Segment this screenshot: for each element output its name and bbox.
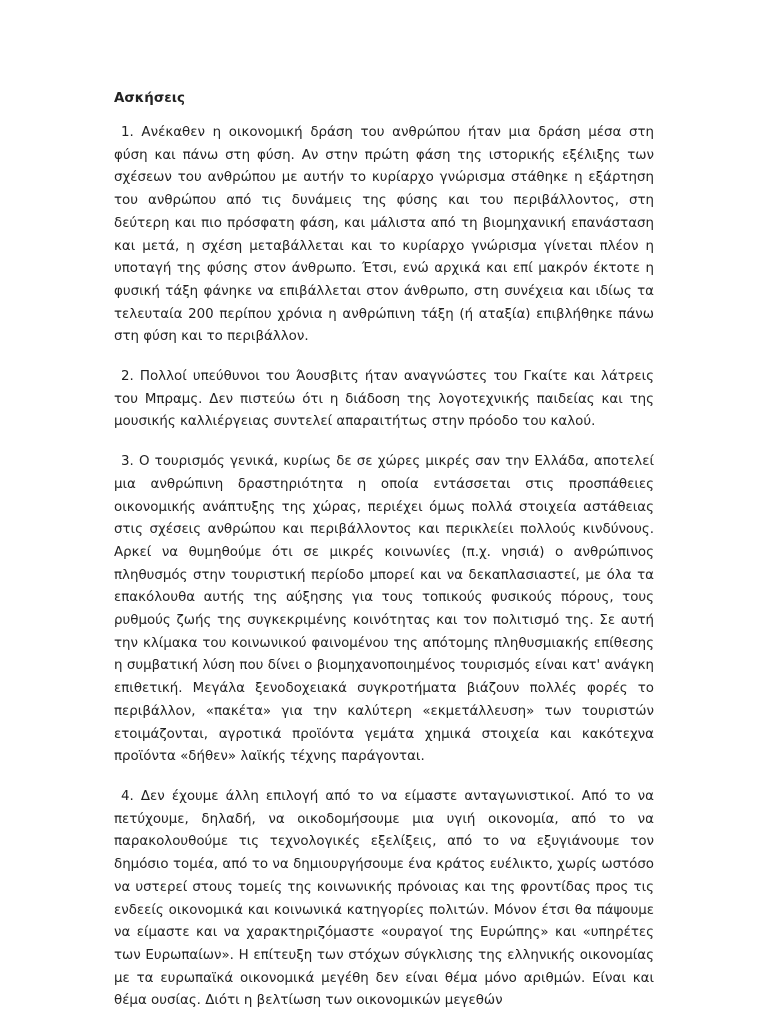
paragraph-3: 3. Ο τουρισμός γενικά, κυρίως δε σε χώρες μικρές σαν την Ελλάδα, αποτελεί μια ανθρώπινη δραστηριότητα η οποία εντάσσεται στις προσπάθειες οικονομικής ανάπτυξης της χώρας, περιέχει όμως πολλά στοιχεία αστάθειας στις σχέσεις ανθρώπου και περιβάλλοντος και περικλείει πολλούς κινδύνους. Αρκεί να θυμηθούμε ότι σε μικρές κοινωνίες (π.χ. νησιά) ο ανθρώπινος πληθυσμός στην τουριστική περίοδο μπορεί και να δεκαπλασιαστεί, με όλα τα επακόλουθα αυτής της αύξησης για τους τοπικούς φυσικούς πόρους, τους ρυθμούς ζωής της συγκεκριμένης κοινότητας και τον πολιτισμό της. Σε αυτή την κλίμακα του κοινωνικού φαινομένου της απότομης πληθυσμιακής επίθεσης η συμβατική λύση που δίνει ο βιομηχανοποιημένος τουρισμός είναι κατ' ανάγκη επιθετική. Μεγάλα ξενοδοχειακά συγκροτήματα βιάζουν πολλές φορές το περιβάλλον, «πακέτα» για την καλύτερη «εκμετάλλευση» των τουριστών ετοιμάζονται, αγροτικά προϊόντα γεμάτα χημικά στοιχεία και κακότεχνα προϊόντα «δήθεν» λαϊκής τέχνης παράγονται. — [114, 454, 654, 765]
paragraph-1: 1. Ανέκαθεν η οικονομική δράση του ανθρώπου ήταν μια δράση μέσα στη φύση και πάνω στη φύση. Αν στην πρώτη φάση της ιστορικής εξέλιξης των σχέσεων του ανθρώπου με αυτήν το κυρίαρχο γνώρισμα στάθηκε η εξάρτηση του ανθρώπου από τις δυνάμεις της φύσης και του περιβάλλοντος, στη δεύτερη και πιο πρόσφατη φάση, και μάλιστα από τη βιομηχανική επανάσταση και μετά, η σχέση μεταβάλλεται και το κυρίαρχο γνώρισμα γίνεται πλέον η υποταγή της φύσης στον άνθρωπο. Έτσι, ενώ αρχικά και επί μακρόν έκτοτε η φυσική τάξη φάνηκε να επιβάλλεται στον άνθρωπο, στη συνέχεια και ιδίως τα τελευταία 200 περίπου χρόνια η ανθρώπινη τάξη (ή αταξία) επιβλήθηκε πάνω στη φύση και το περιβάλλον. — [114, 125, 654, 345]
paragraph-2: 2. Πολλοί υπεύθυνοι του Άουσβιτς ήταν αναγνώστες του Γκαίτε και λάτρεις του Μπραμς. Δεν πιστεύω ότι η διάδοση της λογοτεχνικής παιδείας και της μουσικής καλλιέργειας συντελεί απαραιτήτως στην πρόοδο του καλού. — [114, 369, 654, 430]
document-page — [114, 88, 654, 1030]
document-title: Ασκήσεις — [114, 91, 185, 106]
paragraph-4: 4. Δεν έχουμε άλλη επιλογή από το να είμαστε ανταγωνιστικοί. Από το να πετύχουμε, δηλαδή, να οικοδομήσουμε μια υγιή οικονομία, από το να παρακολουθούμε τις τεχνολογικές εξελίξεις, από το να εξυγιάνουμε τον δημόσιο τομέα, από το να δημιουργήσουμε ένα κράτος ευέλικτο, χωρίς ωστόσο να υστερεί στους τομείς της κοινωνικής πρόνοιας και της φροντίδας προς τις ενδεείς οικονομικά και κοινωνικά κατηγορίες πολιτών. Μόνον έτσι θα πάψουμε να είμαστε και να χαρακτηριζόμαστε «ουραγοί της Ευρώπης» και «υπηρέτες των Ευρωπαίων». Η επίτευξη των στόχων σύγκλισης της ελληνικής οικονομίας με τα ευρωπαϊκά οικονομικά μεγέθη δεν είναι θέμα μόνο αριθμών. Είναι και θέμα ουσίας. Διότι η βελτίωση των οικονομικών μεγεθών — [114, 788, 654, 1009]
